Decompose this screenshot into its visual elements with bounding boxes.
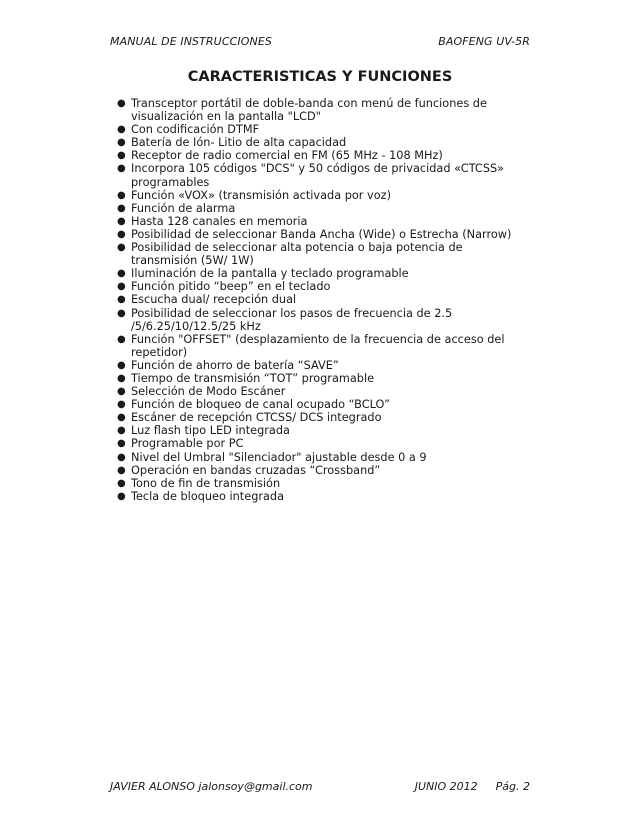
- bullet-icon: ●: [117, 425, 126, 437]
- bullet-icon: ●: [117, 490, 126, 502]
- bullet-icon: ●: [117, 98, 126, 109]
- bullet-icon: ●: [117, 412, 126, 424]
- list-item-text: Tecla de bloqueo integrada: [131, 489, 285, 503]
- bullet-icon: ●: [117, 477, 126, 489]
- list-item-text: Función de bloqueo de canal ocupado “BCLO”: [131, 398, 391, 412]
- list-item: [117, 241, 530, 267]
- list-item-text: Escucha dual/ recepción dual: [131, 293, 297, 307]
- list-item: [117, 372, 530, 385]
- bullet-icon: ●: [117, 438, 126, 450]
- bullet-icon: ●: [117, 464, 126, 476]
- bullet-icon: ●: [117, 307, 126, 319]
- bullet-icon: ●: [117, 281, 126, 293]
- bullet-icon: ●: [117, 451, 126, 463]
- list-item-text: Programable por PC: [131, 437, 244, 451]
- list-item-text: Posibilidad de seleccionar los pasos de frecuencia de 2.5 /5/6.25/10/12.5/25 kHz: [131, 306, 453, 333]
- list-item: [117, 123, 530, 136]
- bullet-icon: ●: [117, 163, 126, 175]
- list-item: [117, 359, 530, 372]
- bullet-icon: ●: [117, 242, 126, 254]
- list-item-text: Incorpora 105 códigos "DCS" y 50 códigos de privacidad «CTCSS» programables: [131, 162, 505, 189]
- list-item: [117, 149, 530, 162]
- header-right-text: BAOFENG UV-5R: [438, 35, 530, 48]
- list-item-text: Escáner de recepción CTCSS/ DCS integrado: [131, 411, 382, 425]
- list-item: [117, 424, 530, 437]
- list-item: [117, 202, 530, 215]
- list-item-text: Tiempo de transmisión “TOT” programable: [131, 371, 375, 385]
- footer-right: [415, 780, 530, 793]
- list-item: [117, 307, 530, 333]
- page-number: Pág. 2: [495, 780, 530, 793]
- bullet-icon: ●: [117, 150, 126, 162]
- bullet-icon: ●: [117, 202, 126, 214]
- bullet-icon: ●: [117, 137, 126, 149]
- bullet-icon: ●: [117, 359, 126, 371]
- list-item: [117, 162, 530, 188]
- list-item: [117, 267, 530, 280]
- list-item: [117, 189, 530, 202]
- list-item: [117, 437, 530, 450]
- list-item-text: Batería de Ión- Litio de alta capacidad: [131, 136, 347, 150]
- page-header: [110, 35, 530, 48]
- list-item-text: Iluminación de la pantalla y teclado programable: [131, 267, 409, 281]
- bullet-icon: ●: [117, 268, 126, 280]
- bullet-icon: ●: [117, 228, 126, 240]
- page-footer: [110, 780, 530, 793]
- list-item: [117, 215, 530, 228]
- bullet-icon: ●: [117, 294, 126, 306]
- list-item-text: Función «VOX» (transmisión activada por voz): [131, 188, 391, 202]
- bullet-icon: ●: [117, 399, 126, 411]
- bullet-icon: ●: [117, 333, 126, 345]
- footer-date: JUNIO 2012: [414, 780, 478, 793]
- list-item: [117, 411, 530, 424]
- bullet-icon: ●: [117, 189, 126, 201]
- list-item-text: Función "OFFSET" (desplazamiento de la frecuencia de acceso del repetidor): [131, 332, 505, 359]
- list-item-text: Operación en bandas cruzadas “Crossband”: [131, 463, 381, 477]
- list-item: [117, 385, 530, 398]
- list-item-text: Con codificación DTMF: [131, 123, 260, 137]
- bullet-icon: ●: [117, 215, 126, 227]
- list-item: [117, 477, 530, 490]
- list-item-text: Tono de fin de transmisión: [131, 476, 281, 490]
- list-item: [117, 136, 530, 149]
- list-item-text: Nivel del Umbral "Silenciador" ajustable desde 0 a 9: [131, 450, 427, 464]
- list-item-text: Selección de Modo Escáner: [131, 385, 286, 399]
- bullet-icon: ●: [117, 372, 126, 384]
- footer-author: JAVIER ALONSO jalonsoy@gmail.com: [110, 780, 313, 793]
- bullet-icon: ●: [117, 386, 126, 398]
- list-item-text: Función pitido “beep” en el teclado: [131, 280, 331, 294]
- list-item: [117, 280, 530, 293]
- list-item-text: Posibilidad de seleccionar alta potencia o baja potencia de transmisión (5W/ 1W): [131, 241, 463, 268]
- list-item-text: Hasta 128 canales en memoria: [131, 214, 308, 228]
- list-item-text: Luz flash tipo LED integrada: [131, 424, 290, 438]
- list-item: [117, 490, 530, 503]
- list-item-text: Función de alarma: [131, 201, 236, 215]
- list-item: [117, 451, 530, 464]
- list-item: [117, 97, 530, 123]
- page-title: CARACTERISTICAS Y FUNCIONES: [187, 69, 453, 85]
- list-item-text: Función de ahorro de batería “SAVE”: [131, 358, 339, 372]
- list-item: [117, 228, 530, 241]
- header-left-text: MANUAL DE INSTRUCCIONES: [110, 35, 272, 48]
- feature-list: [117, 97, 530, 503]
- list-item: [117, 398, 530, 411]
- list-item-text: Receptor de radio comercial en FM (65 MHz - 108 MHz): [131, 149, 443, 163]
- list-item-text: Transceptor portátil de doble-banda con menú de funciones de visualización en la pantalla "LCD": [131, 97, 487, 124]
- list-item: [117, 293, 530, 306]
- list-item-text: Posibilidad de seleccionar Banda Ancha (Wide) o Estrecha (Narrow): [131, 227, 512, 241]
- bullet-icon: ●: [117, 124, 126, 136]
- list-item: [117, 333, 530, 359]
- list-item: [117, 464, 530, 477]
